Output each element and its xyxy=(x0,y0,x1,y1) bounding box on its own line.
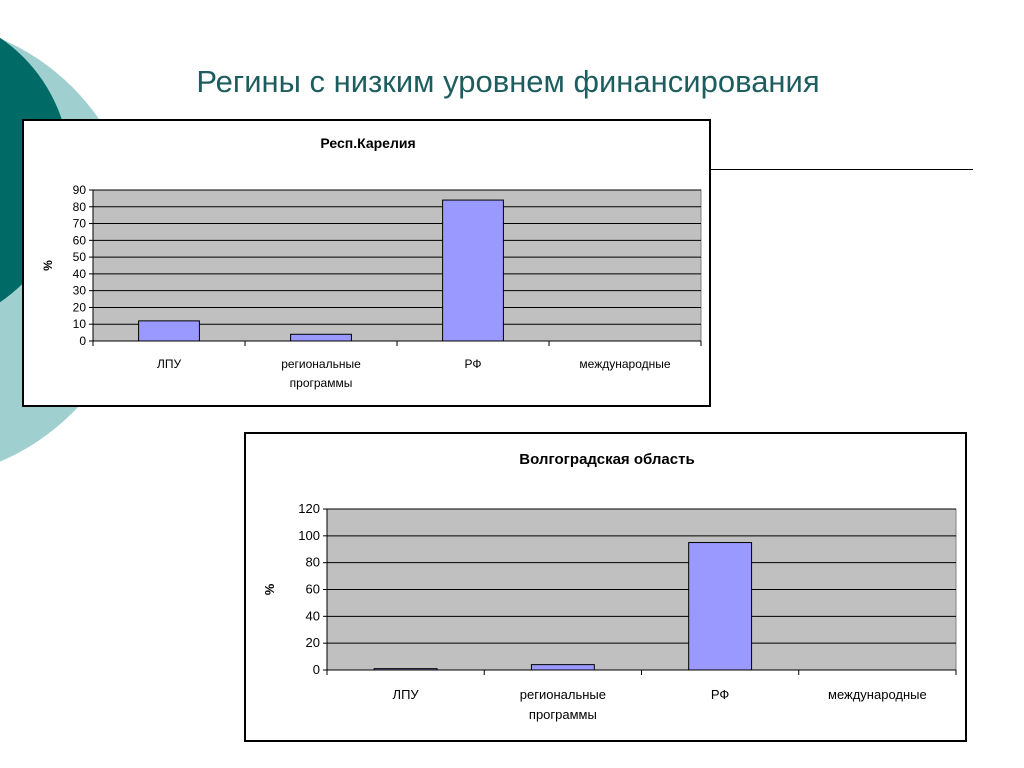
x-category-label: региональные xyxy=(519,687,606,702)
chart-karelia xyxy=(22,119,711,407)
y-tick-label: 20 xyxy=(72,300,86,315)
bar xyxy=(374,669,437,670)
bar xyxy=(443,200,504,341)
y-tick-label: 90 xyxy=(72,183,86,197)
y-tick-label: 0 xyxy=(79,334,86,348)
y-tick-label: 60 xyxy=(305,581,320,597)
x-category-label: международные xyxy=(579,357,671,371)
chart-karelia-svg xyxy=(24,121,709,405)
y-tick-label: 70 xyxy=(72,216,86,231)
bar xyxy=(531,665,594,670)
x-category-label: ЛПУ xyxy=(392,687,419,702)
x-category-label: ЛПУ xyxy=(156,357,182,371)
chart-title: Волгоградская область xyxy=(519,451,695,468)
chart-volgograd-svg xyxy=(246,434,965,740)
y-tick-label: 120 xyxy=(298,501,320,516)
y-axis-label: % xyxy=(262,583,277,596)
x-category-label: программы xyxy=(528,707,597,722)
y-axis-label: % xyxy=(41,260,55,271)
y-tick-label: 10 xyxy=(72,317,86,332)
x-category-label: международные xyxy=(828,687,927,702)
chart-volgograd xyxy=(244,432,967,742)
x-category-label: региональные xyxy=(281,357,361,371)
y-tick-label: 80 xyxy=(305,554,320,570)
bar xyxy=(139,321,200,341)
y-tick-label: 50 xyxy=(72,250,86,265)
chart-title: Респ.Карелия xyxy=(320,135,416,151)
y-tick-label: 60 xyxy=(72,233,86,248)
x-category-label: РФ xyxy=(464,357,482,371)
y-tick-label: 20 xyxy=(305,635,320,651)
y-tick-label: 0 xyxy=(312,662,320,677)
title-underline xyxy=(700,169,973,170)
y-tick-label: 40 xyxy=(305,608,320,624)
bar xyxy=(689,543,752,670)
y-tick-label: 40 xyxy=(72,266,86,281)
x-category-label: РФ xyxy=(710,687,730,702)
slide-title: Регины с низким уровнем финансирования xyxy=(196,64,820,99)
bar xyxy=(291,334,352,341)
y-tick-label: 30 xyxy=(72,283,86,298)
y-tick-label: 80 xyxy=(72,199,86,214)
plot-area xyxy=(93,190,701,341)
x-category-label: программы xyxy=(289,376,353,390)
y-tick-label: 100 xyxy=(298,527,320,543)
